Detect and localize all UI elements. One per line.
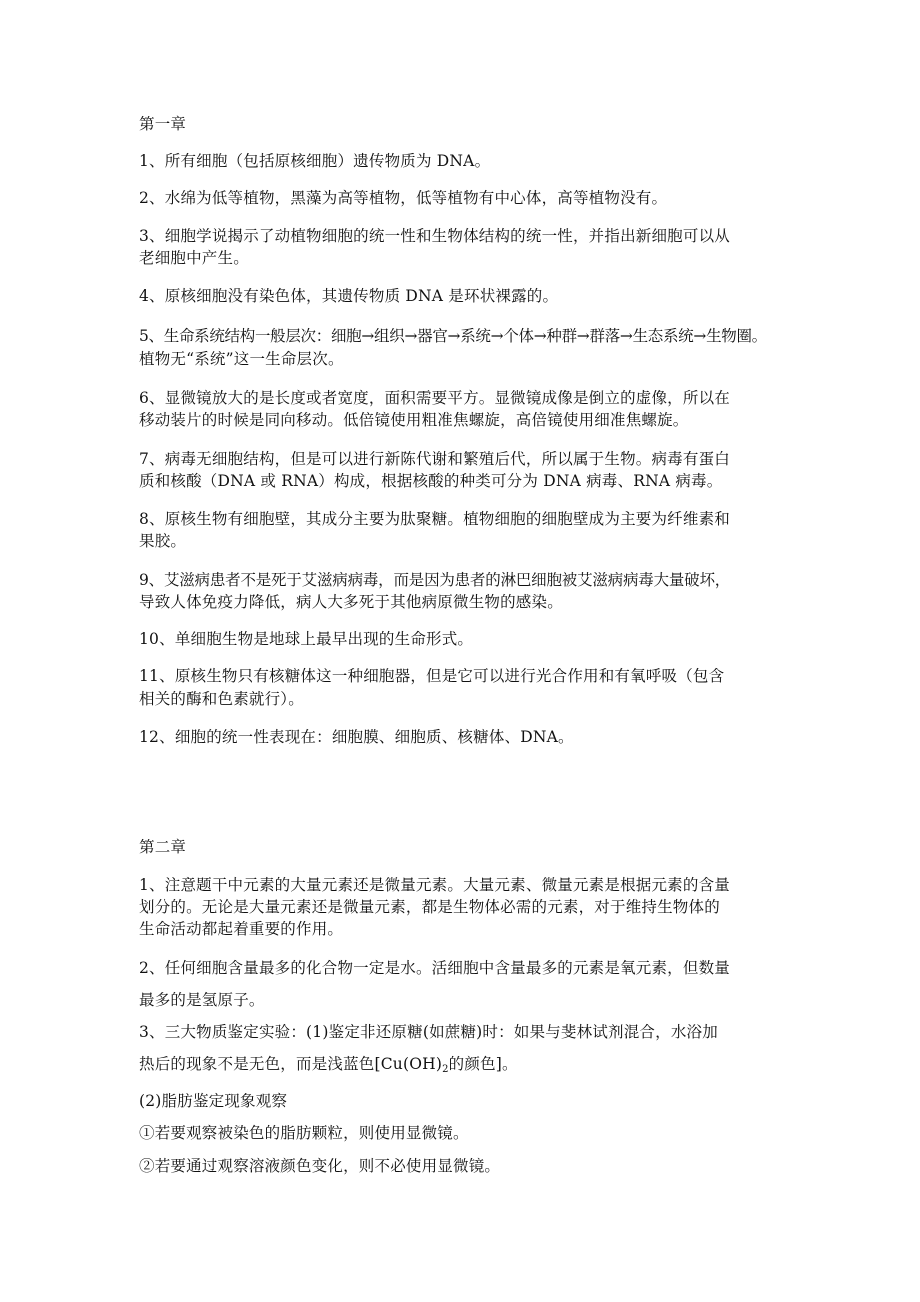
ch2-item-3-line-2-prefix: 热后的现象不是无色，而是浅蓝色[Cu(OH): [139, 1055, 443, 1073]
ch1-item-11-line-2: 相关的酶和色素就行）。: [139, 690, 304, 708]
ch1-item-8-line-1: 8、原核生物有细胞壁，其成分主要为肽聚糖。植物细胞的细胞壁成为主要为纤维素和: [139, 510, 730, 528]
ch1-item-11-line-1: 11、原核生物只有核糖体这一种细胞器，但是它可以进行光合作用和有氧呼吸（包含: [139, 667, 725, 685]
ch2-item-3-point-2: ②若要通过观察溶液颜色变化，则不必使用显微镜。: [139, 1157, 501, 1175]
chapter-2-heading: 第二章: [139, 838, 187, 856]
ch1-item-3-line-1: 3、细胞学说揭示了动植物细胞的统一性和生物体结构的统一性，并指出新细胞可以从: [139, 227, 730, 245]
ch1-item-6-line-1: 6、显微镜放大的是长度或者宽度，面积需要平方。显微镜成像是倒立的虚像，所以在: [139, 389, 730, 407]
ch1-item-2-line-1: 2、水绵为低等植物，黑藻为高等植物，低等植物有中心体，高等植物没有。: [139, 189, 668, 207]
ch1-item-12-line-1: 12、细胞的统一性表现在：细胞膜、细胞质、核糖体、DNA。: [139, 728, 574, 746]
ch1-item-9-line-1: 9、艾滋病患者不是死于艾滋病病毒，而是因为患者的淋巴细胞被艾滋病病毒大量破坏，: [139, 571, 731, 589]
ch1-item-7-line-1: 7、病毒无细胞结构，但是可以进行新陈代谢和繁殖后代，所以属于生物。病毒有蛋白: [139, 450, 730, 468]
ch2-item-3-sub-heading: (2)脂肪鉴定现象观察: [139, 1092, 288, 1110]
ch1-item-10-line-1: 10、单细胞生物是地球上最早出现的生命形式。: [139, 630, 474, 648]
ch2-item-2-line-2: 最多的是氢原子。: [139, 991, 265, 1009]
ch1-item-5-line-2: 植物无“系统”这一生命层次。: [139, 350, 344, 368]
ch1-item-7-line-2: 质和核酸（DNA 或 RNA）构成，根据核酸的种类可分为 DNA 病毒、RNA 病毒。: [139, 472, 723, 490]
ch2-item-3-line-2: [139, 1053, 518, 1081]
ch1-item-6-line-2: 移动装片的时候是同向移动。低倍镜使用粗准焦螺旋，高倍镜使用细准焦螺旋。: [139, 411, 689, 429]
chapter-1-heading: 第一章: [139, 115, 187, 133]
ch1-item-1-line-1: 1、所有细胞（包括原核细胞）遗传物质为 DNA。: [139, 152, 491, 170]
ch1-item-5-line-1: 5、生命系统结构一般层次：细胞→组织→器官→系统→个体→种群→群落→生态系统→生物圈。: [139, 327, 767, 345]
ch2-item-3-point-1: ①若要观察被染色的脂肪颗粒，则使用显微镜。: [139, 1124, 469, 1142]
ch1-item-4-line-1: 4、原核细胞没有染色体，其遗传物质 DNA 是环状裸露的。: [139, 287, 559, 305]
ch2-item-3-line-1: 3、三大物质鉴定实验：(1)鉴定非还原糖(如蔗糖)时：如果与斐林试剂混合，水浴加: [139, 1023, 718, 1041]
ch2-item-3-subscript: 2: [442, 1064, 449, 1075]
ch1-item-3-line-2: 老细胞中产生。: [139, 249, 249, 267]
ch2-item-1-line-3: 生命活动都起着重要的作用。: [139, 920, 344, 938]
ch1-item-9-line-2: 导致人体免疫力降低，病人大多死于其他病原微生物的感染。: [139, 593, 563, 611]
ch2-item-1-line-2: 划分的。无论是大量元素还是微量元素，都是生物体必需的元素，对于维持生物体的: [139, 898, 720, 916]
ch1-item-8-line-2: 果胶。: [139, 532, 187, 550]
ch2-item-1-line-1: 1、注意题干中元素的大量元素还是微量元素。大量元素、微量元素是根据元素的含量: [139, 876, 730, 894]
ch2-item-3-line-2-suffix: 的颜色]。: [448, 1055, 518, 1073]
ch2-item-2-line-1: 2、任何细胞含量最多的化合物一定是水。活细胞中含量最多的元素是氧元素，但数量: [139, 959, 730, 977]
